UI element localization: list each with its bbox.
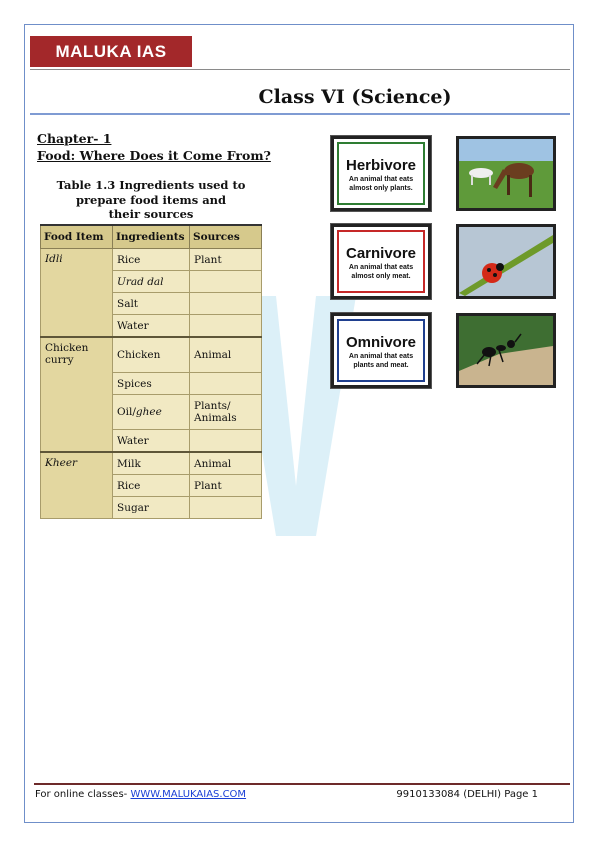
ladybug-icon — [459, 227, 553, 296]
column-header: Ingredients — [113, 225, 190, 249]
source-cell — [190, 293, 262, 315]
ant-icon — [459, 316, 553, 385]
source-cell: Plants/ Animals — [190, 395, 262, 430]
ingredient-cell: Urad dal — [113, 271, 190, 293]
ingredient-cell: Salt — [113, 293, 190, 315]
ant-photo — [456, 313, 556, 388]
card-frame — [337, 230, 425, 293]
source-cell — [190, 315, 262, 338]
ladybug-photo — [456, 224, 556, 299]
card-description — [339, 353, 423, 370]
horse-photo — [456, 136, 556, 211]
horse-icon — [459, 139, 553, 208]
ingredient-cell: Spices — [113, 373, 190, 395]
ingredient-text-italic: ghee — [135, 406, 162, 418]
footer-contact: 9910133084 (DELHI) Page 1 — [396, 789, 538, 800]
source-cell — [190, 271, 262, 293]
card-description-line: almost only plants. — [349, 184, 413, 192]
card-description-line: almost only meat. — [351, 272, 411, 280]
chapter-heading — [37, 130, 271, 164]
source-cell — [190, 430, 262, 453]
ingredient-cell — [113, 395, 190, 430]
card-frame — [337, 142, 425, 205]
page-title: Class VI (Science) — [258, 86, 452, 108]
ingredient-cell: Sugar — [113, 497, 190, 519]
caption-line: prepare food items and — [75, 192, 227, 207]
card-description-line: plants and meat. — [353, 361, 409, 369]
card-description-line: An animal that eats — [348, 176, 414, 183]
source-cell — [190, 373, 262, 395]
food-item-cell: Kheer — [41, 452, 113, 519]
website-link[interactable]: WWW.MALUKAIAS.COM — [130, 789, 247, 800]
source-cell: Plant — [190, 475, 262, 497]
ingredient-cell: Water — [113, 315, 190, 338]
chapter-name: Food: Where Does it Come From? — [37, 148, 271, 163]
chapter-number: Chapter- 1 — [37, 131, 112, 146]
caption-line: their sources — [108, 207, 194, 221]
carnivore-card — [331, 224, 431, 299]
omnivore-card — [331, 313, 431, 388]
table-row — [41, 452, 262, 475]
footer-rule — [34, 783, 570, 785]
footer-left — [35, 789, 246, 800]
card-title: Carnivore — [345, 245, 417, 262]
card-description-line: An animal that eats — [348, 353, 414, 360]
food-item-cell: Chicken curry — [41, 337, 113, 452]
header-rule — [30, 69, 570, 70]
table-row — [41, 249, 262, 271]
table-caption — [56, 178, 246, 222]
ingredient-cell: Milk — [113, 452, 190, 475]
card-title: Herbivore — [345, 157, 417, 174]
herbivore-card — [331, 136, 431, 211]
ingredients-table — [40, 224, 262, 519]
source-cell: Animal — [190, 452, 262, 475]
ingredient-cell: Chicken — [113, 337, 190, 373]
ingredient-cell: Rice — [113, 475, 190, 497]
ingredient-cell: Rice — [113, 249, 190, 271]
source-cell: Plant — [190, 249, 262, 271]
ingredient-text: Oil/ — [117, 406, 136, 418]
source-cell: Animal — [190, 337, 262, 373]
source-cell — [190, 497, 262, 519]
card-description-line: An animal that eats — [348, 264, 414, 271]
card-description — [339, 176, 423, 193]
table-row — [41, 337, 262, 373]
column-header: Sources — [190, 225, 262, 249]
table-header-row — [41, 225, 262, 249]
ingredient-cell: Water — [113, 430, 190, 453]
footer-prefix: For online classes- — [35, 789, 131, 800]
brand-logo: MALUKA IAS — [30, 36, 192, 67]
card-title: Omnivore — [345, 334, 417, 351]
title-rule — [30, 113, 570, 115]
caption-line: Table 1.3 Ingredients used to — [56, 178, 246, 192]
food-item-cell: Idli — [41, 249, 113, 338]
card-description — [339, 264, 423, 281]
column-header: Food Item — [41, 225, 113, 249]
card-frame — [337, 319, 425, 382]
